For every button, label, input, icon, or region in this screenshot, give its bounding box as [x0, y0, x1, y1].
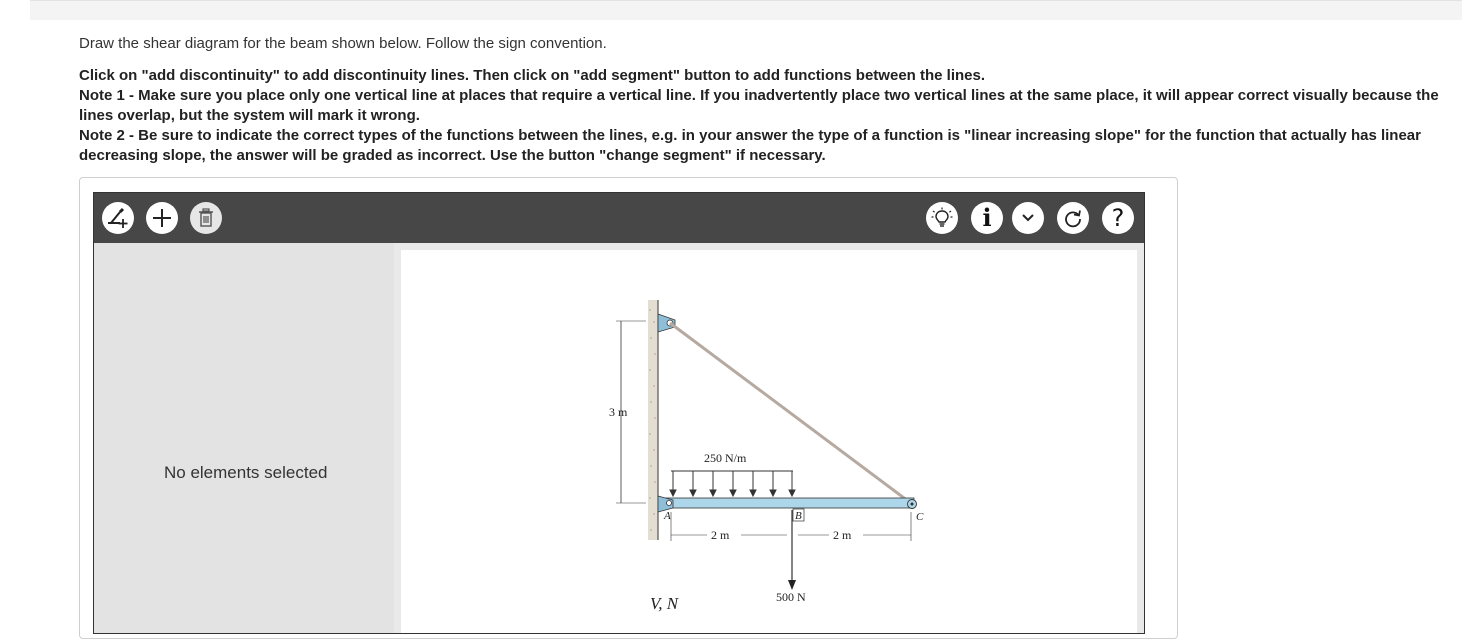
beam-figure [401, 250, 1137, 634]
redo-button[interactable] [1057, 202, 1089, 234]
add-segment-button[interactable] [146, 202, 178, 234]
hint-button[interactable] [926, 202, 958, 234]
note-2: Note 2 - Be sure to indicate the correct types of the functions between the lines, e.g. in your answer the type of a function is "linear increasing slope" for the function that actually has linear decreasing slope, the answer will be graded as incorrect. Use the button "change segment" if necessary. [79, 127, 1421, 164]
chevron-down-icon [1021, 213, 1035, 223]
collapse-button[interactable] [1012, 202, 1044, 234]
beam [658, 498, 914, 508]
help-button[interactable] [1102, 202, 1134, 234]
force-label: 500 N [776, 590, 806, 604]
cable [670, 323, 912, 504]
top-strip [30, 0, 1462, 20]
point-b-label: B [795, 510, 802, 522]
help-icon: ? [1111, 204, 1125, 232]
distributed-load-arrows [670, 471, 795, 496]
toolbar [94, 193, 1144, 243]
add-segment-icon [151, 207, 173, 229]
load-label: 250 N/m [704, 451, 747, 465]
question-prompt: Draw the shear diagram for the beam shown below. Follow the sign convention. [79, 35, 607, 52]
segment-ab-label: 2 m [711, 528, 730, 542]
drawing-tool-frame [93, 192, 1145, 634]
instructions [79, 66, 1464, 166]
height-label: 3 m [609, 405, 628, 419]
info-button[interactable] [971, 202, 1003, 234]
lightbulb-icon [931, 207, 953, 229]
note-1: Note 1 - Make sure you place only one vertical line at places that require a vertical line. If you inadvertently place two vertical lines at the same place, it will appear correct visually because the lines overlap, but the system will mark it wrong. [79, 87, 1439, 124]
wall [648, 300, 658, 540]
properties-panel [94, 243, 394, 633]
point-a-label: A [664, 510, 671, 522]
redo-icon [1062, 207, 1084, 229]
point-c-label: C [916, 511, 924, 523]
add-discontinuity-icon [106, 207, 130, 229]
axis-label: V, N [650, 594, 679, 613]
trash-icon [197, 208, 215, 228]
add-discontinuity-button[interactable] [102, 202, 134, 234]
info-icon: i [982, 203, 992, 232]
segment-bc-label: 2 m [833, 528, 852, 542]
instruction-line: Click on "add discontinuity" to add discontinuity lines. Then click on "add segment" button to add functions between the lines. [79, 67, 986, 84]
delete-button[interactable] [190, 202, 222, 234]
selection-status: No elements selected [164, 463, 328, 482]
drawing-canvas[interactable] [401, 250, 1137, 634]
